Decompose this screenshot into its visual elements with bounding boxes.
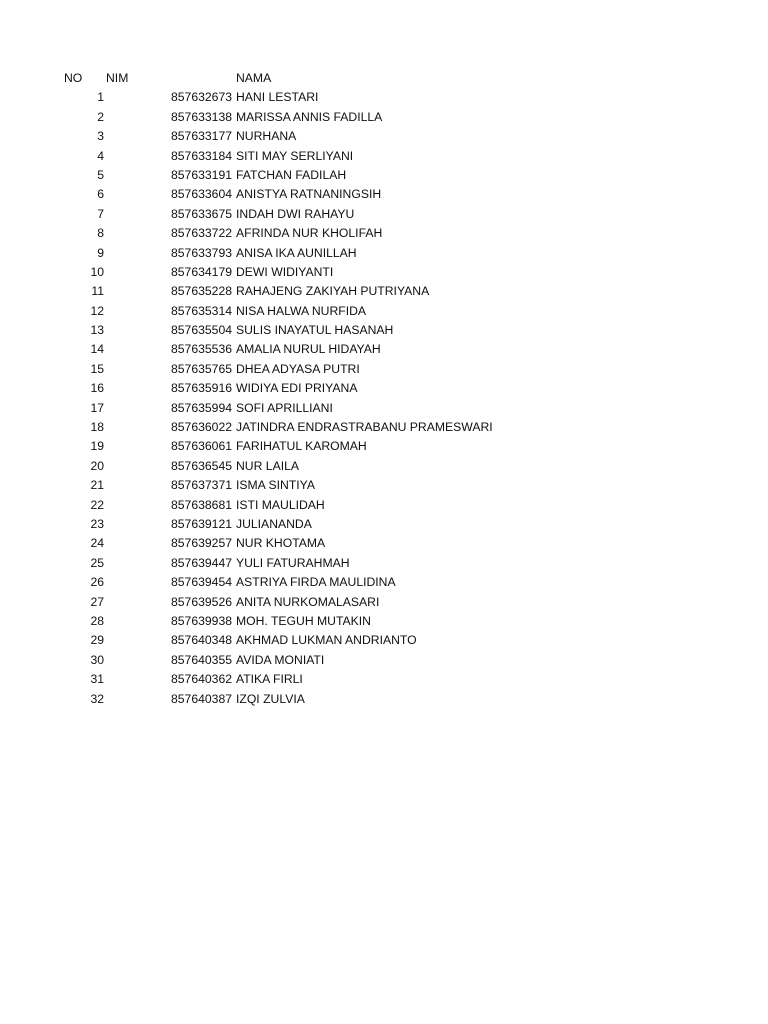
table-row: [0, 651, 768, 670]
cell-nim: 857632673: [171, 90, 233, 105]
cell-no: 22: [90, 497, 104, 512]
cell-no: 11: [91, 284, 104, 299]
cell-no: 8: [97, 226, 104, 241]
cell-nim: 857636061: [171, 439, 233, 454]
cell-no: 19: [90, 439, 104, 454]
cell-no: 29: [90, 633, 104, 648]
cell-no: 3: [97, 129, 104, 144]
cell-no: 10: [90, 264, 104, 279]
cell-no: 24: [90, 536, 104, 551]
cell-no: 26: [90, 575, 104, 590]
cell-nim: 857640387: [171, 691, 233, 706]
cell-nim: 857640362: [171, 672, 233, 687]
cell-nama: IZQI ZULVIA: [236, 691, 305, 706]
cell-nama: NISA HALWA NURFIDA: [236, 303, 367, 318]
cell-nama: WIDIYA EDI PRIYANA: [236, 381, 358, 396]
cell-nama: AVIDA MONIATI: [236, 652, 325, 667]
table-row: [0, 554, 768, 573]
table-body: [0, 88, 768, 709]
cell-nama: NUR LAILA: [236, 458, 299, 473]
cell-nama: RAHAJENG ZAKIYAH PUTRIYANA: [236, 284, 430, 299]
table-row: [0, 127, 768, 146]
cell-nim: 857633191: [171, 167, 233, 182]
table-row: [0, 593, 768, 612]
cell-nama: SITI MAY SERLIYANI: [236, 148, 354, 163]
cell-no: 31: [90, 672, 104, 687]
cell-nama: ATIKA FIRLI: [236, 672, 303, 687]
cell-nama: HANI LESTARI: [236, 90, 319, 105]
cell-nim: 857639454: [171, 575, 233, 590]
cell-nim: 857640348: [171, 633, 233, 648]
cell-nama: AFRINDA NUR KHOLIFAH: [236, 226, 383, 241]
table-row: [0, 690, 768, 709]
cell-nim: 857633177: [171, 129, 233, 144]
cell-nama: MOH. TEGUH MUTAKIN: [236, 613, 371, 628]
cell-nim: 857640355: [171, 652, 233, 667]
cell-nama: ASTRIYA FIRDA MAULIDINA: [236, 575, 396, 590]
cell-no: 7: [97, 206, 104, 221]
cell-nim: 857635504: [171, 323, 233, 338]
cell-nama: DHEA ADYASA PUTRI: [236, 361, 360, 376]
cell-nama: AMALIA NURUL HIDAYAH: [236, 342, 381, 357]
table-row: [0, 321, 768, 340]
cell-no: 5: [97, 167, 104, 182]
table-row: [0, 612, 768, 631]
cell-nim: 857635536: [171, 342, 233, 357]
cell-nim: 857639938: [171, 613, 233, 628]
cell-no: 28: [90, 613, 104, 628]
cell-no: 14: [90, 342, 104, 357]
cell-nama: NURHANA: [236, 129, 297, 144]
cell-no: 30: [90, 652, 104, 667]
cell-no: 17: [90, 400, 104, 415]
cell-nama: DEWI WIDIYANTI: [236, 264, 334, 279]
table-row: [0, 534, 768, 553]
cell-nama: FARIHATUL KAROMAH: [236, 439, 367, 454]
cell-nama: MARISSA ANNIS FADILLA: [236, 109, 383, 124]
table-row: [0, 418, 768, 437]
cell-no: 4: [97, 148, 104, 163]
table-row: [0, 205, 768, 224]
table-row: [0, 244, 768, 263]
cell-no: 15: [90, 361, 104, 376]
cell-nim: 857633184: [171, 148, 233, 163]
cell-nim: 857633138: [171, 109, 233, 124]
table-row: [0, 166, 768, 185]
cell-no: 21: [90, 478, 104, 493]
table-row: [0, 108, 768, 127]
cell-no: 1: [97, 90, 104, 105]
table-row: [0, 282, 768, 301]
cell-no: 27: [90, 594, 104, 609]
cell-nama: JULIANANDA: [236, 516, 312, 531]
column-header-no: NO: [64, 71, 83, 85]
table-row: [0, 302, 768, 321]
cell-nim: 857635994: [171, 400, 233, 415]
table-row: [0, 88, 768, 107]
cell-no: 25: [90, 555, 104, 570]
cell-nim: 857634179: [171, 264, 233, 279]
table-row: [0, 340, 768, 359]
cell-nim: 857636545: [171, 458, 233, 473]
table-row: [0, 437, 768, 456]
cell-no: 16: [90, 381, 104, 396]
cell-nim: 857639257: [171, 536, 233, 551]
table-row: [0, 631, 768, 650]
cell-nim: 857639447: [171, 555, 233, 570]
cell-nim: 857633722: [171, 226, 233, 241]
student-table: [0, 69, 768, 709]
table-row: [0, 185, 768, 204]
cell-nama: YULI FATURAHMAH: [236, 555, 350, 570]
cell-no: 32: [90, 691, 104, 706]
cell-nim: 857635314: [171, 303, 233, 318]
cell-nim: 857638681: [171, 497, 233, 512]
cell-nama: ANISA IKA AUNILLAH: [236, 245, 357, 260]
table-row: [0, 263, 768, 282]
cell-nama: NUR KHOTAMA: [236, 536, 326, 551]
table-row: [0, 457, 768, 476]
cell-nim: 857635765: [171, 361, 233, 376]
table-row: [0, 399, 768, 418]
cell-nama: SULIS INAYATUL HASANAH: [236, 323, 394, 338]
cell-no: 13: [90, 323, 104, 338]
cell-no: 20: [90, 458, 104, 473]
cell-no: 23: [90, 516, 104, 531]
table-row: [0, 476, 768, 495]
table-row: [0, 360, 768, 379]
cell-nama: INDAH DWI RAHAYU: [236, 206, 355, 221]
cell-nim: 857635228: [171, 284, 233, 299]
column-header-nama: NAMA: [236, 71, 272, 85]
cell-nama: ISMA SINTIYA: [236, 478, 316, 493]
table-row: [0, 670, 768, 689]
cell-nama: SOFI APRILLIANI: [236, 400, 333, 415]
cell-nim: 857633675: [171, 206, 233, 221]
cell-nim: 857636022: [171, 420, 233, 435]
cell-nim: 857635916: [171, 381, 233, 396]
table-row: [0, 147, 768, 166]
table-row: [0, 224, 768, 243]
cell-no: 9: [97, 245, 104, 260]
column-header-nim: NIM: [106, 71, 129, 85]
cell-no: 18: [90, 420, 104, 435]
cell-no: 12: [90, 303, 104, 318]
cell-nama: ANITA NURKOMALASARI: [236, 594, 380, 609]
cell-nim: 857639526: [171, 594, 233, 609]
cell-no: 6: [97, 187, 104, 202]
cell-nama: FATCHAN FADILAH: [236, 167, 347, 182]
table-row: [0, 515, 768, 534]
cell-nama: JATINDRA ENDRASTRABANU PRAMESWARI: [236, 420, 493, 435]
cell-nama: ISTI MAULIDAH: [236, 497, 325, 512]
table-row: [0, 496, 768, 515]
table-row: [0, 573, 768, 592]
cell-no: 2: [97, 109, 104, 124]
cell-nama: ANISTYA RATNANINGSIH: [236, 187, 382, 202]
table-row: [0, 379, 768, 398]
cell-nim: 857637371: [171, 478, 233, 493]
cell-nama: AKHMAD LUKMAN ANDRIANTO: [236, 633, 417, 648]
cell-nim: 857639121: [171, 516, 233, 531]
cell-nim: 857633604: [171, 187, 233, 202]
table-header: [0, 69, 768, 88]
cell-nim: 857633793: [171, 245, 233, 260]
